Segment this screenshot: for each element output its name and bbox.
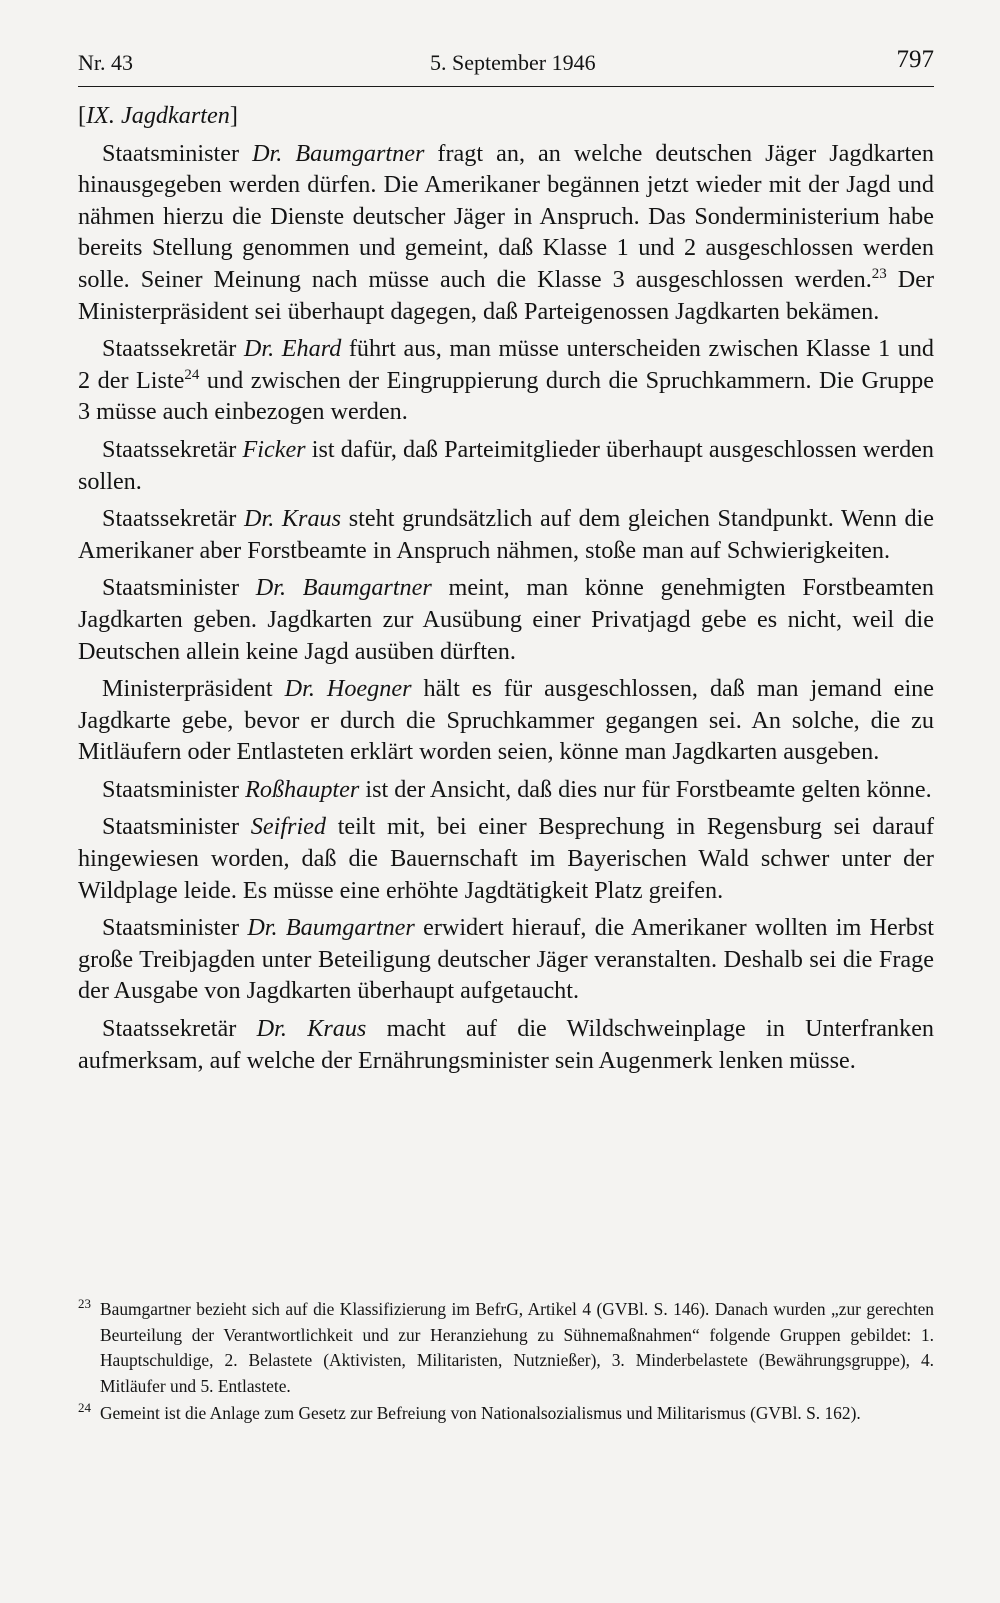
speaker-name: Ehard (281, 335, 342, 363)
speaker-degree: Dr. (256, 1015, 287, 1043)
paragraph-text: meint, man könne genehmigten Forstbeamten Jagdkarten geben. Jagdkarten zur Ausübung einer Privatjagd gebe es nicht, weil die Deutschen allein keine Jagd ausüben dürften. (78, 574, 934, 665)
header-date: 5. September 1946 (430, 50, 596, 75)
issue-number: Nr. 43 (78, 50, 133, 75)
speaker-title: Staatsminister (102, 914, 240, 942)
paragraph-text: fragt an, an welche deutschen Jäger Jagdkarten hinausgegeben werden dürfen. Die Amerikaner begännen jetzt wieder mit der Jagd und nähmen hierzu die Dienste deutscher Jäger in Anspruch. Das Sonderministerium habe bereits Stellung genommen und gemeint, daß Klasse 1 und 2 ausgeschlossen werden solle. Seiner Meinung nach müsse auch die Klasse 3 ausgeschlossen werden. (78, 139, 935, 293)
paragraph (78, 673, 934, 768)
speaker-degree: Dr. (247, 914, 278, 942)
section-number: IX. (86, 102, 115, 129)
section-heading (78, 100, 934, 132)
running-header (78, 44, 934, 87)
paragraph (78, 333, 934, 428)
paragraph (78, 811, 934, 906)
section-title: Jagdkarten (121, 102, 230, 129)
speaker-name: Kraus (307, 1015, 367, 1043)
bracket-close: ] (229, 102, 238, 129)
speaker-title: Staatssekretär (102, 335, 237, 363)
speaker-title: Staatssekretär (102, 1015, 237, 1043)
speaker-title: Staatsminister (102, 139, 240, 167)
speaker-title: Staatsminister (102, 775, 240, 803)
footnote-ref: 24 (184, 366, 200, 383)
speaker-title: Staatssekretär (102, 435, 237, 463)
speaker-name: Baumgartner (302, 574, 432, 602)
paragraph-text: hält es für ausgeschlossen, daß man jemand eine Jagdkarte gebe, bevor er durch die Spruchkammer gegangen sei. An solche, die zu Mitläufern oder Entlasteten erklärt worden seien, könne man Jagdkarten ausgeben. (78, 675, 934, 766)
paragraph-text: steht grundsätzlich auf dem gleichen Standpunkt. Wenn die Amerikaner aber Forstbeamte in Anspruch nähmen, stoße man auf Schwierigkeiten. (78, 505, 935, 564)
speaker-degree: Dr. (284, 675, 315, 703)
footnote-number: 23 (78, 1296, 91, 1311)
paragraph (78, 774, 934, 806)
bracket-open: [ (78, 102, 87, 129)
speaker-title: Ministerpräsident (102, 675, 273, 703)
speaker-name: Roßhaupter (245, 775, 360, 803)
speaker-name: Seifried (250, 813, 326, 841)
paragraph (78, 1013, 934, 1076)
speaker-name: Hoegner (326, 675, 412, 703)
paragraph (78, 503, 934, 566)
speaker-title: Staatssekretär (102, 505, 237, 533)
footnote (78, 1297, 934, 1399)
speaker-degree: Dr. (252, 139, 283, 167)
footnote-ref: 23 (871, 265, 887, 282)
paragraph-text: ist der Ansicht, daß dies nur für Forstbeamte gelten könne. (359, 775, 932, 803)
paragraph (78, 572, 934, 667)
main-text (78, 100, 934, 1082)
speaker-name: Baumgartner (285, 914, 415, 942)
paragraph-text-continued: und zwischen der Eingruppierung durch die Spruchkammern. Die Gruppe 3 müsse auch einbezogen werden. (78, 366, 934, 426)
speaker-title: Staatsminister (102, 574, 240, 602)
speaker-degree: Dr. (244, 505, 275, 533)
paragraph-text: ist dafür, daß Parteimitglieder überhaupt ausgeschlossen werden sollen. (78, 435, 935, 495)
paragraph (78, 912, 934, 1007)
footnote-number: 24 (78, 1400, 91, 1416)
speaker-degree: Dr. (255, 574, 287, 602)
speaker-name: Kraus (281, 505, 342, 533)
footnote-text: Baumgartner bezieht sich auf die Klassifizierung im BefrG, Artikel 4 (GVBl. S. 146). Danach wurden „zur gerechten Beurteilung der Verantwortlichkeit und zur Heranziehung zu Sühnemaßnahmen“ folgende Gruppen gebildet: 1. Hauptschuldige, 2. Belastete (Aktivisten, Militaristen, Nutznießer), 3. Minderbelastete (Bewährungsgruppe), 4. Mitläufer und 5. Entlastete. (100, 1299, 934, 1396)
paragraph-text: erwidert hierauf, die Amerikaner wollten im Herbst große Treibjagden unter Beteiligung deutscher Jäger veranstalten. Deshalb sei die Frage der Ausgabe von Jagdkarten überhaupt aufgetaucht. (78, 914, 935, 1005)
footnotes (78, 1297, 934, 1429)
paragraph-text: führt aus, man müsse unterscheiden zwischen Klasse 1 und 2 der Liste (78, 335, 935, 394)
paragraph-text-continued: Der Ministerpräsident sei überhaupt dagegen, daß Parteigenossen Jagdkarten bekämen. (78, 265, 935, 325)
footnote (78, 1401, 934, 1427)
page-number: 797 (896, 46, 934, 73)
speaker-title: Staatsminister (102, 813, 240, 841)
paragraph-text: teilt mit, bei einer Besprechung in Regensburg sei darauf hingewiesen worden, daß die Bauernschaft im Bayerischen Wald schwer unter der Wildplage leide. Es müsse eine erhöhte Jagdtätigkeit Platz greifen. (78, 813, 935, 904)
footnote-text: Gemeint ist die Anlage zum Gesetz zur Befreiung von Nationalsozialismus und Militarismus (GVBl. S. 162). (100, 1403, 861, 1424)
paragraph-text: macht auf die Wildschweinplage in Unterfranken aufmerksam, auf welche der Ernährungsminister sein Augenmerk lenken müsse. (78, 1015, 935, 1074)
speaker-name: Baumgartner (295, 139, 425, 167)
paragraph (78, 138, 934, 328)
speaker-name: Ficker (242, 435, 306, 463)
paragraph (78, 434, 934, 497)
speaker-degree: Dr. (243, 335, 275, 363)
